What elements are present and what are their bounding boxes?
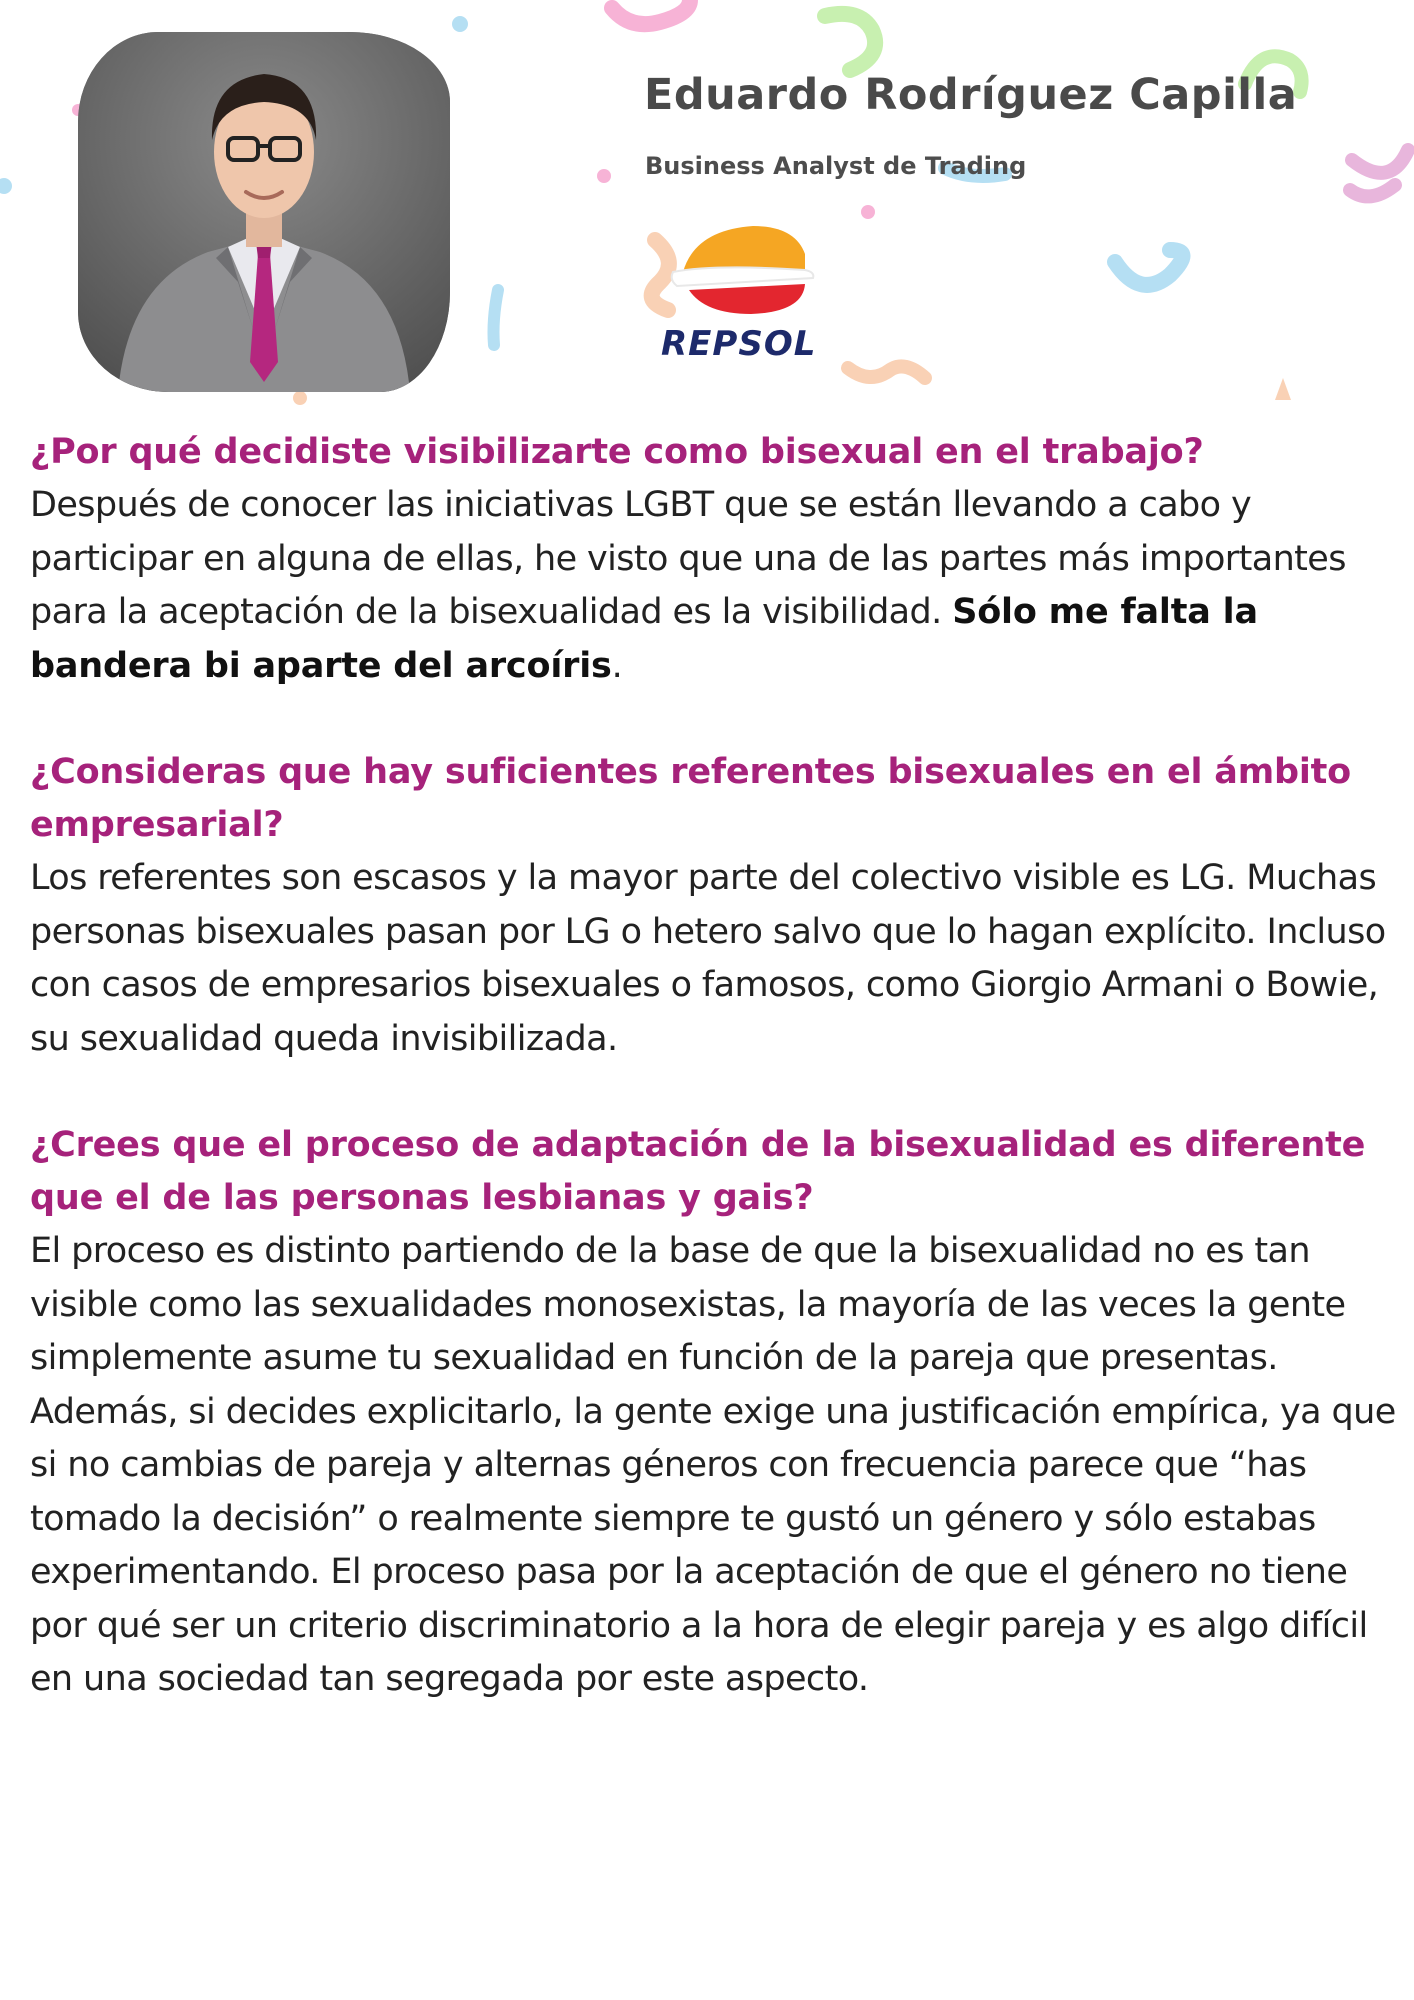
job-title: Business Analyst de Trading [645,152,1027,180]
answer-1-end: . [611,645,623,686]
answer-1 [30,479,1400,693]
qa-block-3 [30,1119,1400,1707]
interview-content [30,426,1400,1760]
person-name: Eduardo Rodríguez Capilla [644,70,1298,120]
qa-block-1 [30,426,1400,693]
answer-1-text: Después de conocer las iniciativas LGBT que se están llevando a cabo y participar en alguna de ellas, he visto que una de las partes más importantes para la aceptación de la bisexualidad es la visibilidad. [30,485,1346,632]
profile-photo [78,32,450,392]
question-1: ¿Por qué decidiste visibilizarte como bisexual en el trabajo? [30,432,1204,472]
answer-3: El proceso es distinto partiendo de la base de que la bisexualidad no es tan visible como las sexualidades monosexistas, la mayoría de las veces la gente simplemente asume tu sexualidad en función de la pareja que presentas. Además, si decides explicitarlo, la gente exige una justificación empírica, ya que si no cambias de pareja y alternas géneros con frecuencia parece que “has tomado la decisión” o realmente siempre te gustó un género y sólo estabas experimentando. El proceso pasa por la aceptación de que el género no tiene por qué ser un criterio discriminatorio a la hora de elegir pareja y es algo difícil en una sociedad tan segregada por este aspecto. [30,1231,1396,1699]
question-2: ¿Consideras que hay suficientes referentes bisexuales en el ámbito empresarial? [30,752,1352,845]
repsol-flame-icon [655,220,845,330]
qa-block-2 [30,746,1400,1066]
repsol-logo [655,220,845,370]
answer-1-bold: Sólo me falta la bandera bi aparte del arcoíris [30,592,1258,686]
question-3: ¿Crees que el proceso de adaptación de la bisexualidad es diferente que el de las personas lesbianas y gais? [30,1125,1366,1218]
repsol-wordmark: REPSOL [661,324,817,364]
answer-2: Los referentes son escasos y la mayor parte del colectivo visible es LG. Muchas personas bisexuales pasan por LG o hetero salvo que lo hagan explícito. Incluso con casos de empresarios bisexuales o famosos, como Giorgio Armani o Bowie, su sexualidad queda invisibilizada. [30,858,1386,1059]
